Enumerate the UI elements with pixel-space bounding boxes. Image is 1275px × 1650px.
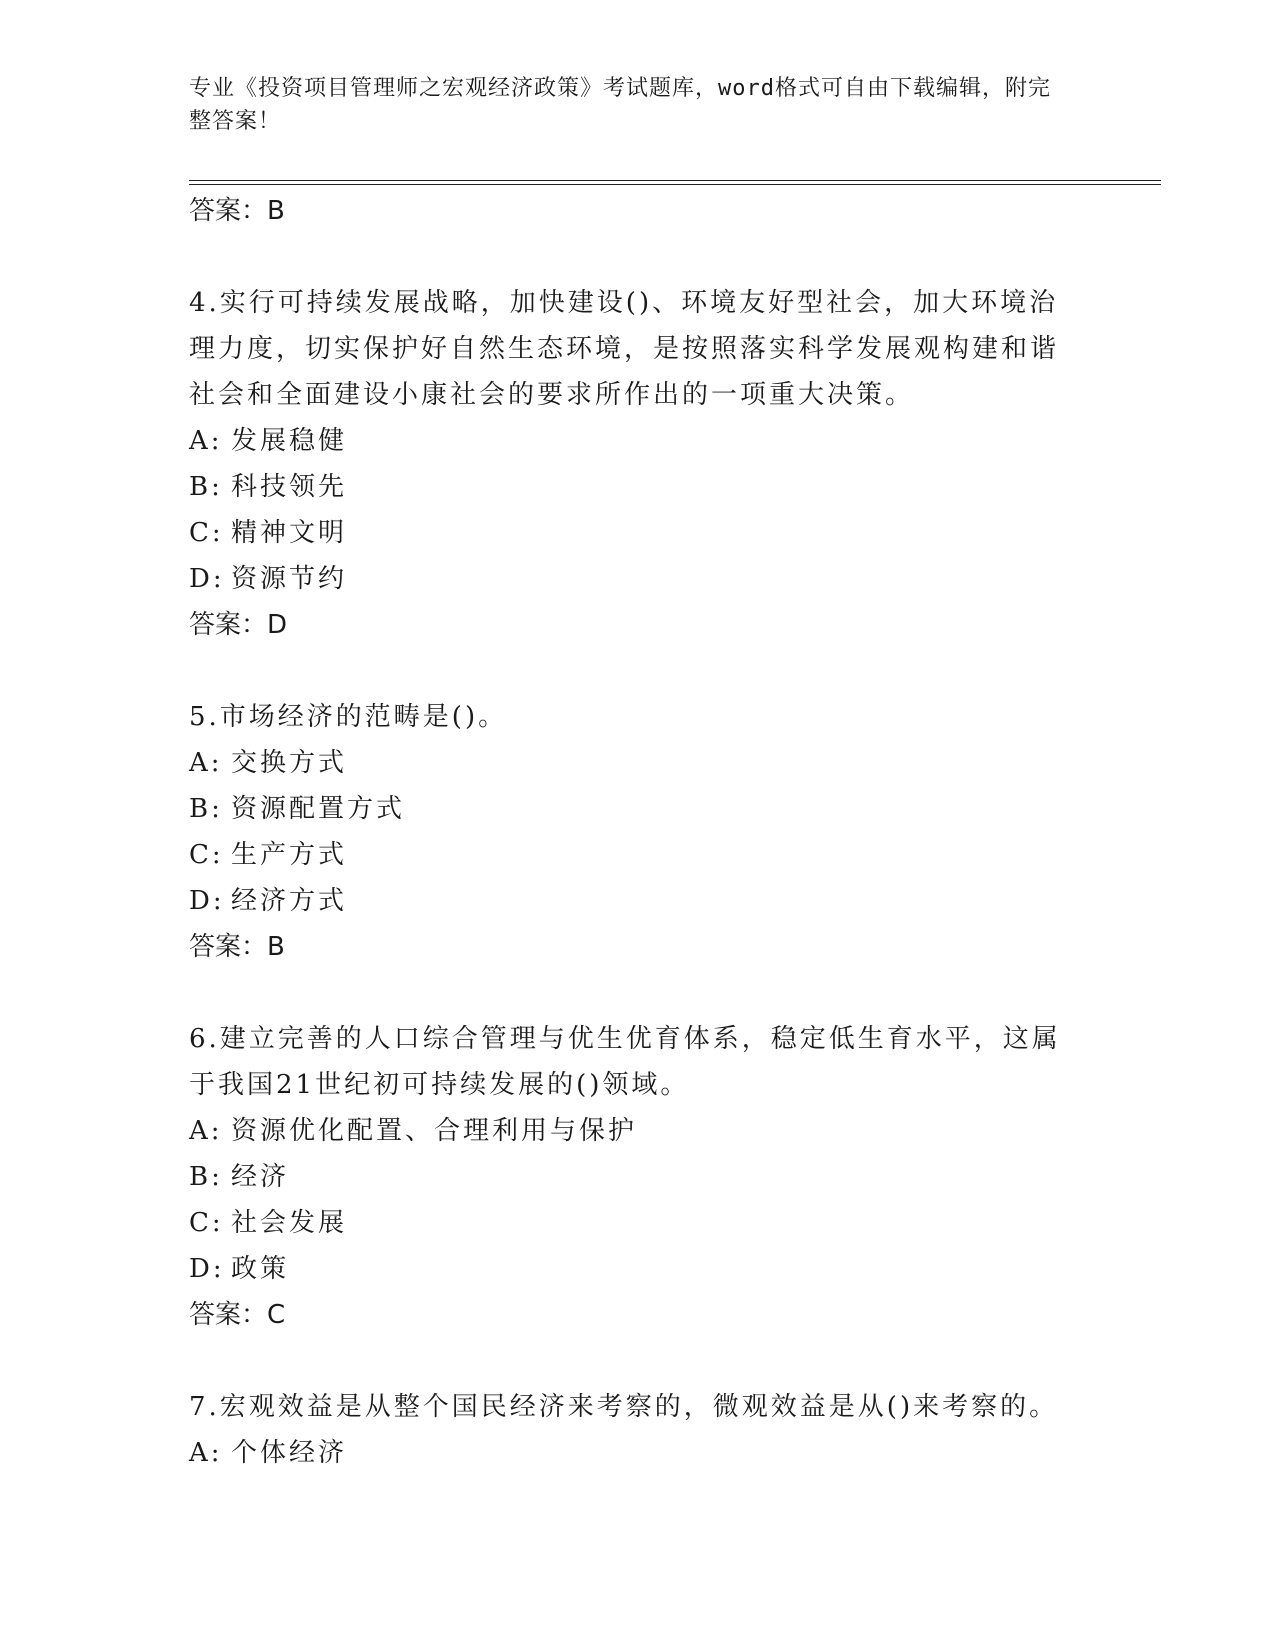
question-stem: 5.市场经济的范畴是()。 (189, 702, 508, 732)
document-header: 专业《投资项目管理师之宏观经济政策》考试题库，word格式可自由下载编辑，附完整答案！ (189, 76, 1051, 134)
option-text: 生产方式 (231, 840, 348, 870)
question-stem: 6.建立完善的人口综合管理与优生优育体系，稳定低生育水平，这属于我国21世纪初可持续发展的()领域。 (189, 1024, 1061, 1100)
option-d (189, 556, 1069, 602)
option-key: A: (189, 1116, 223, 1146)
option-key: C: (189, 1208, 224, 1238)
option-c (189, 510, 1069, 556)
option-key: D: (189, 564, 225, 594)
option-text: 资源配置方式 (231, 794, 406, 824)
option-text: 发展稳健 (231, 426, 348, 456)
option-text: 个体经济 (231, 1438, 348, 1468)
header-divider (189, 180, 1161, 185)
answer-line (189, 924, 1069, 970)
answer-value: D (267, 610, 288, 640)
option-b (189, 1154, 1069, 1200)
option-text: 精神文明 (231, 518, 348, 548)
answer-line (189, 602, 1069, 648)
question-list (189, 188, 1069, 1476)
option-c (189, 832, 1069, 878)
option-key: C: (189, 518, 224, 548)
question-stem: 7.宏观效益是从整个国民经济来考察的，微观效益是从()来考察的。 (189, 1392, 1059, 1422)
option-key: A: (189, 1438, 223, 1468)
option-key: D: (189, 1254, 225, 1284)
answer-value: B (267, 196, 285, 226)
option-text: 政策 (231, 1254, 290, 1284)
option-b (189, 786, 1069, 832)
option-key: B: (189, 794, 223, 824)
answer-value: B (267, 932, 285, 962)
option-d (189, 878, 1069, 924)
question-stem: 4.实行可持续发展战略，加快建设()、环境友好型社会，加大环境治理力度，切实保护好自然生态环境，是按照落实科学发展观构建和谐社会和全面建设小康社会的要求所作出的一项重大决策。 (189, 288, 1060, 410)
option-a (189, 418, 1069, 464)
option-text: 资源节约 (231, 564, 348, 594)
option-a (189, 1430, 1069, 1476)
option-a (189, 740, 1069, 786)
option-key: B: (189, 472, 223, 502)
option-text: 经济方式 (231, 886, 348, 916)
option-key: D: (189, 886, 225, 916)
option-key: B: (189, 1162, 223, 1192)
option-text: 交换方式 (231, 748, 348, 778)
option-text: 社会发展 (231, 1208, 348, 1238)
option-text: 经济 (231, 1162, 290, 1192)
answer-value: C (267, 1300, 286, 1330)
option-d (189, 1246, 1069, 1292)
option-key: A: (189, 426, 223, 456)
answer-line (189, 1292, 1069, 1338)
option-c (189, 1200, 1069, 1246)
answer-line (189, 188, 1069, 234)
option-text: 资源优化配置、合理利用与保护 (231, 1116, 638, 1146)
option-a (189, 1108, 1069, 1154)
option-b (189, 464, 1069, 510)
answer-label: 答案： (189, 932, 268, 962)
answer-label: 答案： (189, 610, 268, 640)
answer-label: 答案： (189, 1300, 268, 1330)
option-key: A: (189, 748, 223, 778)
option-key: C: (189, 840, 224, 870)
answer-label: 答案： (189, 196, 268, 226)
option-text: 科技领先 (231, 472, 348, 502)
